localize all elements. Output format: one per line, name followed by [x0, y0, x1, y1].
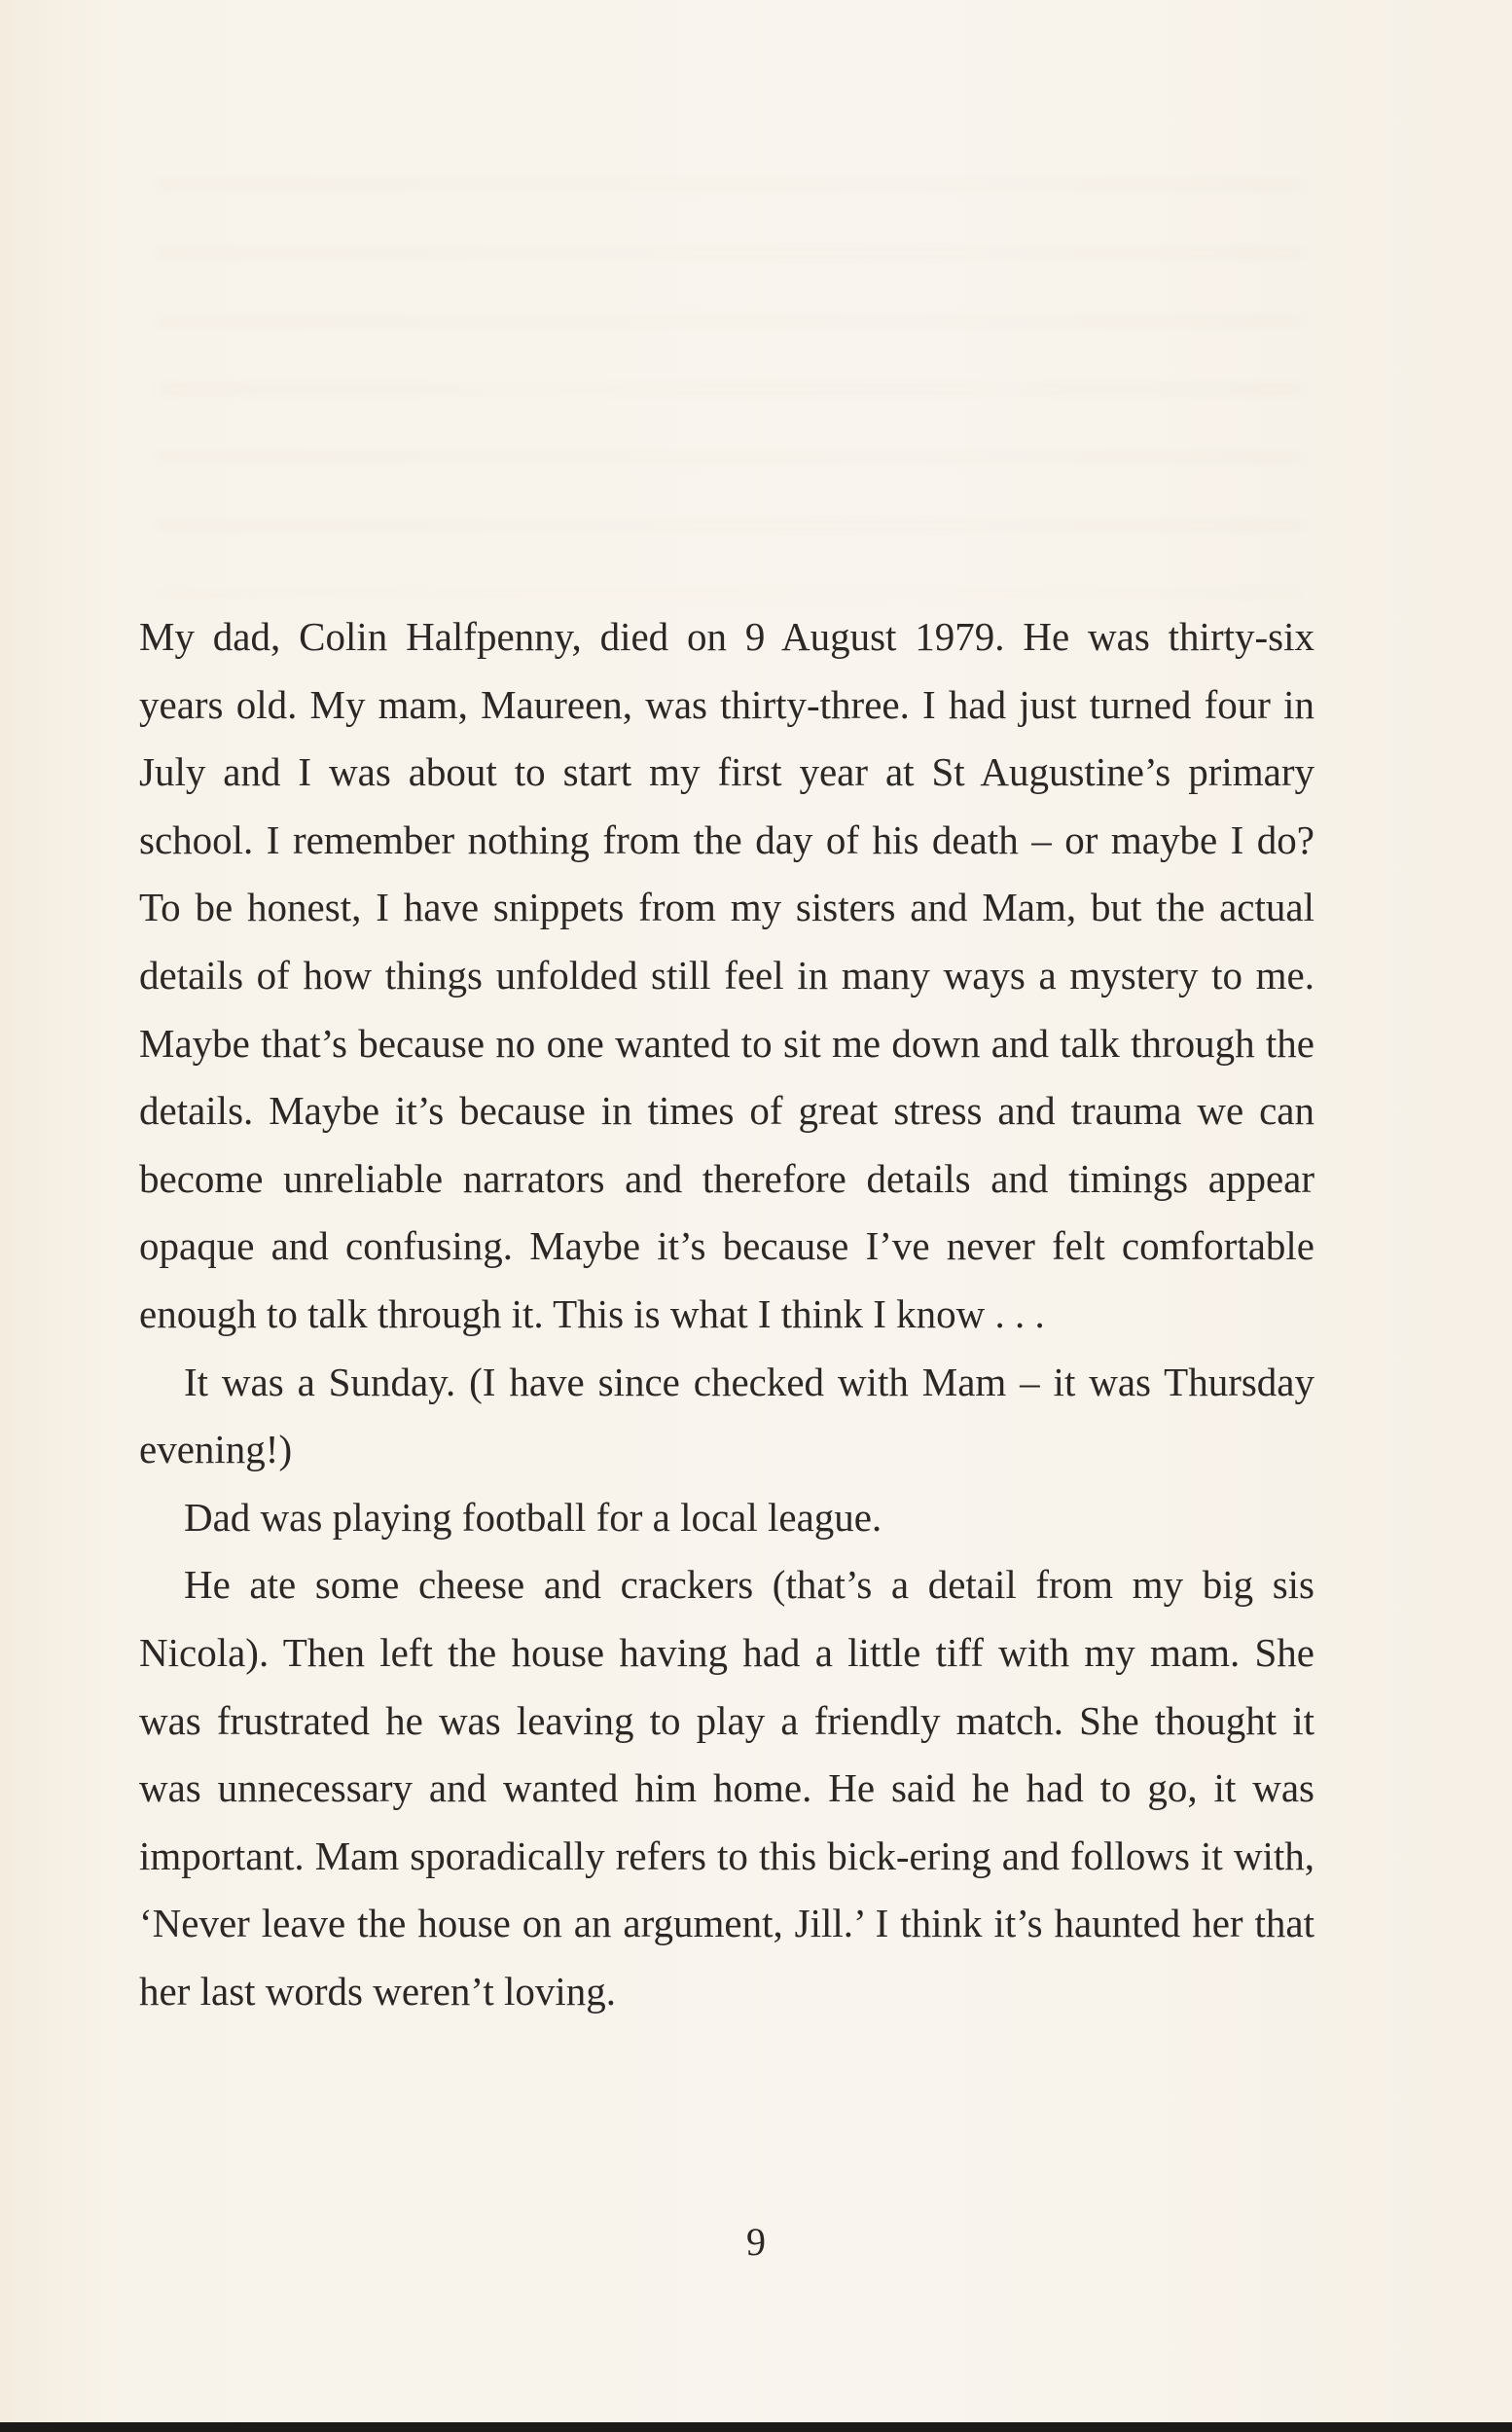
show-through-text — [156, 136, 1304, 594]
paragraph-1: My dad, Colin Halfpenny, died on 9 August 1979. He was thirty-six years old. My mam, Maureen, was thirty-three. I had just turned four in July and I was about to start my first year at St Augustine’s primary school. I remember nothing from the day of his death – or maybe I do? To be honest, I have snippets from my sisters and Mam, but the actual details of how things unfolded still feel in many ways a mystery to me. Maybe that’s because no one wanted to sit me down and talk through the details. Maybe it’s because in times of great stress and trauma we can become unreliable narrators and therefore details and timings appear opaque and confusing. Maybe it’s because I’ve never felt comfortable enough to talk through it. This is what I think I know . . . — [139, 614, 1314, 1336]
paragraph-3: Dad was playing football for a local league. — [184, 1494, 882, 1540]
paragraph-4: He ate some cheese and crackers (that’s a detail from my big sis Nicola). Then left the house having had a little tiff with my mam. She was frustrated he was leaving to play a friendly match. She thought it was unnecessary and wanted him home. He said he had to go, it was important. Mam sporadically refers to this bick-ering and follows it with, ‘Never leave the house on an argument, Jill.’ I think it’s haunted her that her last words weren’t loving. — [139, 1562, 1314, 2014]
page-number: 9 — [746, 2220, 766, 2264]
scan-edge — [0, 2422, 1512, 2432]
paragraph-2: It was a Sunday. (I have since checked with Mam – it was Thursday evening!) — [139, 1359, 1314, 1472]
body-text — [139, 603, 1314, 2025]
